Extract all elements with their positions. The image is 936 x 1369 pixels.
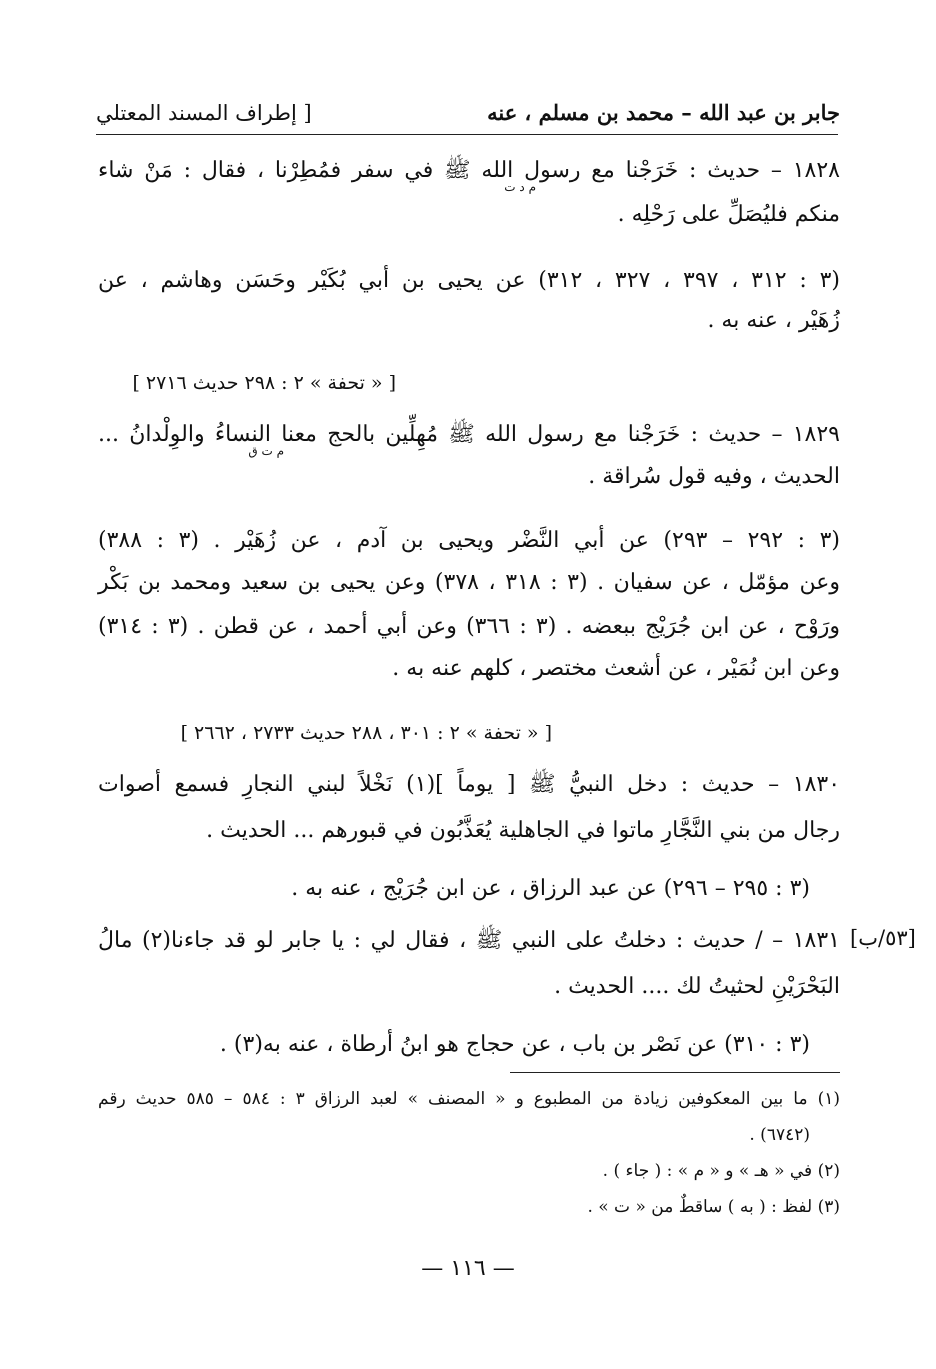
footnote-1-line-2: (٦٧٤٢) . [749,1125,810,1145]
hadith-1828-line-2: منكم فليُصَلِّ على رَحْلِه . [617,202,840,227]
hadith-1828-isnad-2: زُهَيْر ، عنه به . [707,308,840,333]
hadith-1830-line-1: ١٨٣٠ – حديث : دخل النبيُّ ﷺ [ يوماً ](١) نَخْلاً لبني النجارِ فسمع أصوات [98,772,841,797]
folio-margin-note: [٥٣/ب] [850,926,916,950]
hadith-1829-sigla: م ت ق [248,444,284,458]
hadith-1829-isnad-3: ورَوْح ، عن ابن جُرَيْج ببعضه . (٣ : ٣٦٦) وعن أبي أحمد ، عن قطن . (٣ : ٣١٤) [98,614,840,639]
hadith-1829-isnad-4: وعن ابن نُمَيْر ، عن أشعث مختصر ، كلهم عنه به . [392,656,840,681]
hadith-1829-isnad-2: وعن مؤمّل ، عن سفيان . (٣ : ٣١٨ ، ٣٧٨) وعن يحيى بن سعيد ومحمد بن بَكْر [98,570,841,595]
footnote-separator [510,1072,840,1073]
hadith-1829-isnad-1: (٣ : ٢٩٢ – ٢٩٣) عن أبي النَّضْر ويحيى بن آدم ، عن زُهَيْر . (٣ : ٣٨٨) [98,528,840,553]
hadith-1828-sigla: م د ت [504,180,536,194]
hadith-1828-isnad-1: (٣ : ٣١٢ ، ٣٩٧ ، ٣٢٧ ، ٣١٢) عن يحيى بن أبي بُكَيْر وحَسَن وهاشم ، عن [98,268,840,293]
hadith-1828-tuhfa-citation: [ « تحفة » ٢ : ٢٩٨ حديث ٢٧١٦ ] [132,372,396,394]
footnote-3: (٣) لفظ : ( به ) ساقطٌ من « ت » . [587,1197,840,1217]
footnote-2: (٢) في « هـ » و « م » : ( جاء ) . [602,1161,840,1181]
hadith-1831-line-1: ١٨٣١ – / حديث : دخلتُ على النبي ﷺ ، فقال لي : يا جابر لو قد جاءنا(٢) مالُ [98,928,840,953]
page-number: — ١١٦ — [421,1256,515,1281]
hadith-1831-isnad-1: (٣ : ٣١٠) عن نَصْر بن باب ، عن حجاج هو ابنُ أرطاة ، عنه به(٣) . [219,1032,810,1057]
hadith-1830-isnad-1: (٣ : ٢٩٥ – ٢٩٦) عن عبد الرزاق ، عن ابن جُرَيْج ، عنه به . [291,876,810,901]
hadith-1828-line-1: ١٨٢٨ – حديث : خَرَجْنا مع رسول الله ﷺ في سفر فمُطِرْنا ، فقال : مَنْ شاء [98,158,840,183]
hadith-1830-line-2: رجال من بني النَّجَّارِ ماتوا في الجاهلية يُعَذَّبُون في قبورهم ... الحديث . [206,818,840,843]
hadith-1831-line-2: البَحْرَيْنِ لحثيتُ لك .... الحديث . [554,974,840,999]
hadith-1829-line-2: الحديث ، وفيه قول سُراقة . [588,464,840,489]
running-header-left: [ إطراف المسند المعتلي [96,101,312,125]
running-header-right: جابر بن عبد الله – محمد بن مسلم ، عنه [487,100,840,125]
hadith-1829-tuhfa-citation: [ « تحفة » ٢ : ٣٠١ ، ٢٨٨ حديث ٢٧٣٣ ، ٢٦٦٢ ] [180,722,552,744]
header-rule [96,134,838,135]
footnote-1-line-1: (١) ما بين المعكوفين زيادة من المطبوع و « المصنف » لعبد الرزاق ٣ : ٥٨٤ – ٥٨٥ حديث رقم [98,1089,840,1109]
hadith-1829-line-1: ١٨٢٩ – حديث : خَرَجْنا مع رسول الله ﷺ مُهِلِّين بالحج معنا النساءُ والوِلْدانُ ... [98,422,840,447]
